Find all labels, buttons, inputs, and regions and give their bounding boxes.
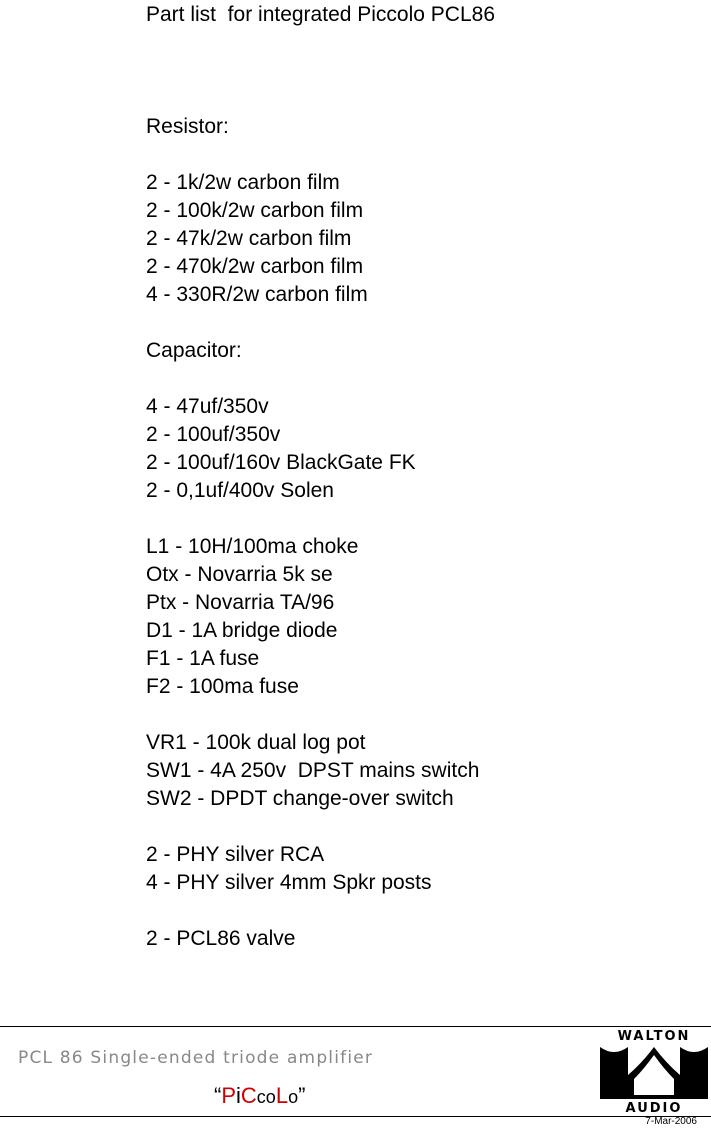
controls-list bbox=[146, 729, 479, 813]
close-quote: ” bbox=[298, 1083, 306, 1108]
footer-divider-top bbox=[0, 1026, 711, 1027]
list-item: 2 - 0,1uf/400v Solen bbox=[146, 479, 334, 502]
list-item: SW1 - 4A 250v DPST mains switch bbox=[146, 759, 480, 782]
list-item: Ptx - Novarria TA/96 bbox=[146, 591, 335, 614]
list-item: 4 - 47uf/350v bbox=[146, 395, 269, 418]
valves-list bbox=[146, 925, 295, 953]
page-title: Part list for integrated Piccolo PCL86 bbox=[146, 3, 496, 26]
logo-mark-icon bbox=[598, 1045, 710, 1101]
list-item: 4 - 330R/2w carbon film bbox=[146, 283, 368, 306]
product-name bbox=[214, 1083, 305, 1109]
magnetics-list bbox=[146, 533, 358, 701]
open-quote: “ bbox=[214, 1083, 222, 1108]
list-item: 2 - PCL86 valve bbox=[146, 927, 296, 950]
list-item: 4 - PHY silver 4mm Spkr posts bbox=[146, 871, 432, 894]
list-item: Otx - Novarria 5k se bbox=[146, 563, 333, 586]
product-letter: P bbox=[221, 1083, 237, 1108]
list-item: 2 - 470k/2w carbon film bbox=[146, 255, 364, 278]
capacitor-list bbox=[146, 393, 416, 505]
logo-bottom-text: AUDIO bbox=[625, 1101, 683, 1116]
list-item: F2 - 100ma fuse bbox=[146, 675, 299, 698]
document-date: 7-Mar-2006 bbox=[645, 1116, 697, 1127]
capacitor-heading: Capacitor: bbox=[146, 339, 242, 362]
list-item: SW2 - DPDT change-over switch bbox=[146, 787, 454, 810]
list-item: 2 - PHY silver RCA bbox=[146, 843, 325, 866]
logo-top-text: WALTON bbox=[617, 1029, 691, 1044]
product-letter: i bbox=[236, 1083, 241, 1108]
product-letter: co bbox=[256, 1087, 276, 1107]
product-letter: L bbox=[275, 1083, 289, 1108]
walton-audio-logo bbox=[598, 1029, 710, 1117]
list-item: D1 - 1A bridge diode bbox=[146, 619, 338, 642]
connectors-list bbox=[146, 841, 432, 897]
list-item: VR1 - 100k dual log pot bbox=[146, 731, 366, 754]
list-item: L1 - 10H/100ma choke bbox=[146, 535, 359, 558]
list-item: F1 - 1A fuse bbox=[146, 647, 260, 670]
resistor-list bbox=[146, 169, 368, 309]
list-item: 2 - 100uf/160v BlackGate FK bbox=[146, 451, 416, 474]
resistor-heading: Resistor: bbox=[146, 115, 229, 138]
product-letter: o bbox=[288, 1087, 299, 1107]
list-item: 2 - 100k/2w carbon film bbox=[146, 199, 364, 222]
list-item: 2 - 1k/2w carbon film bbox=[146, 171, 340, 194]
product-letter: C bbox=[240, 1083, 257, 1108]
list-item: 2 - 100uf/350v bbox=[146, 423, 281, 446]
footer-subtitle: PCL 86 Single-ended triode amplifier bbox=[18, 1048, 374, 1068]
list-item: 2 - 47k/2w carbon film bbox=[146, 227, 352, 250]
